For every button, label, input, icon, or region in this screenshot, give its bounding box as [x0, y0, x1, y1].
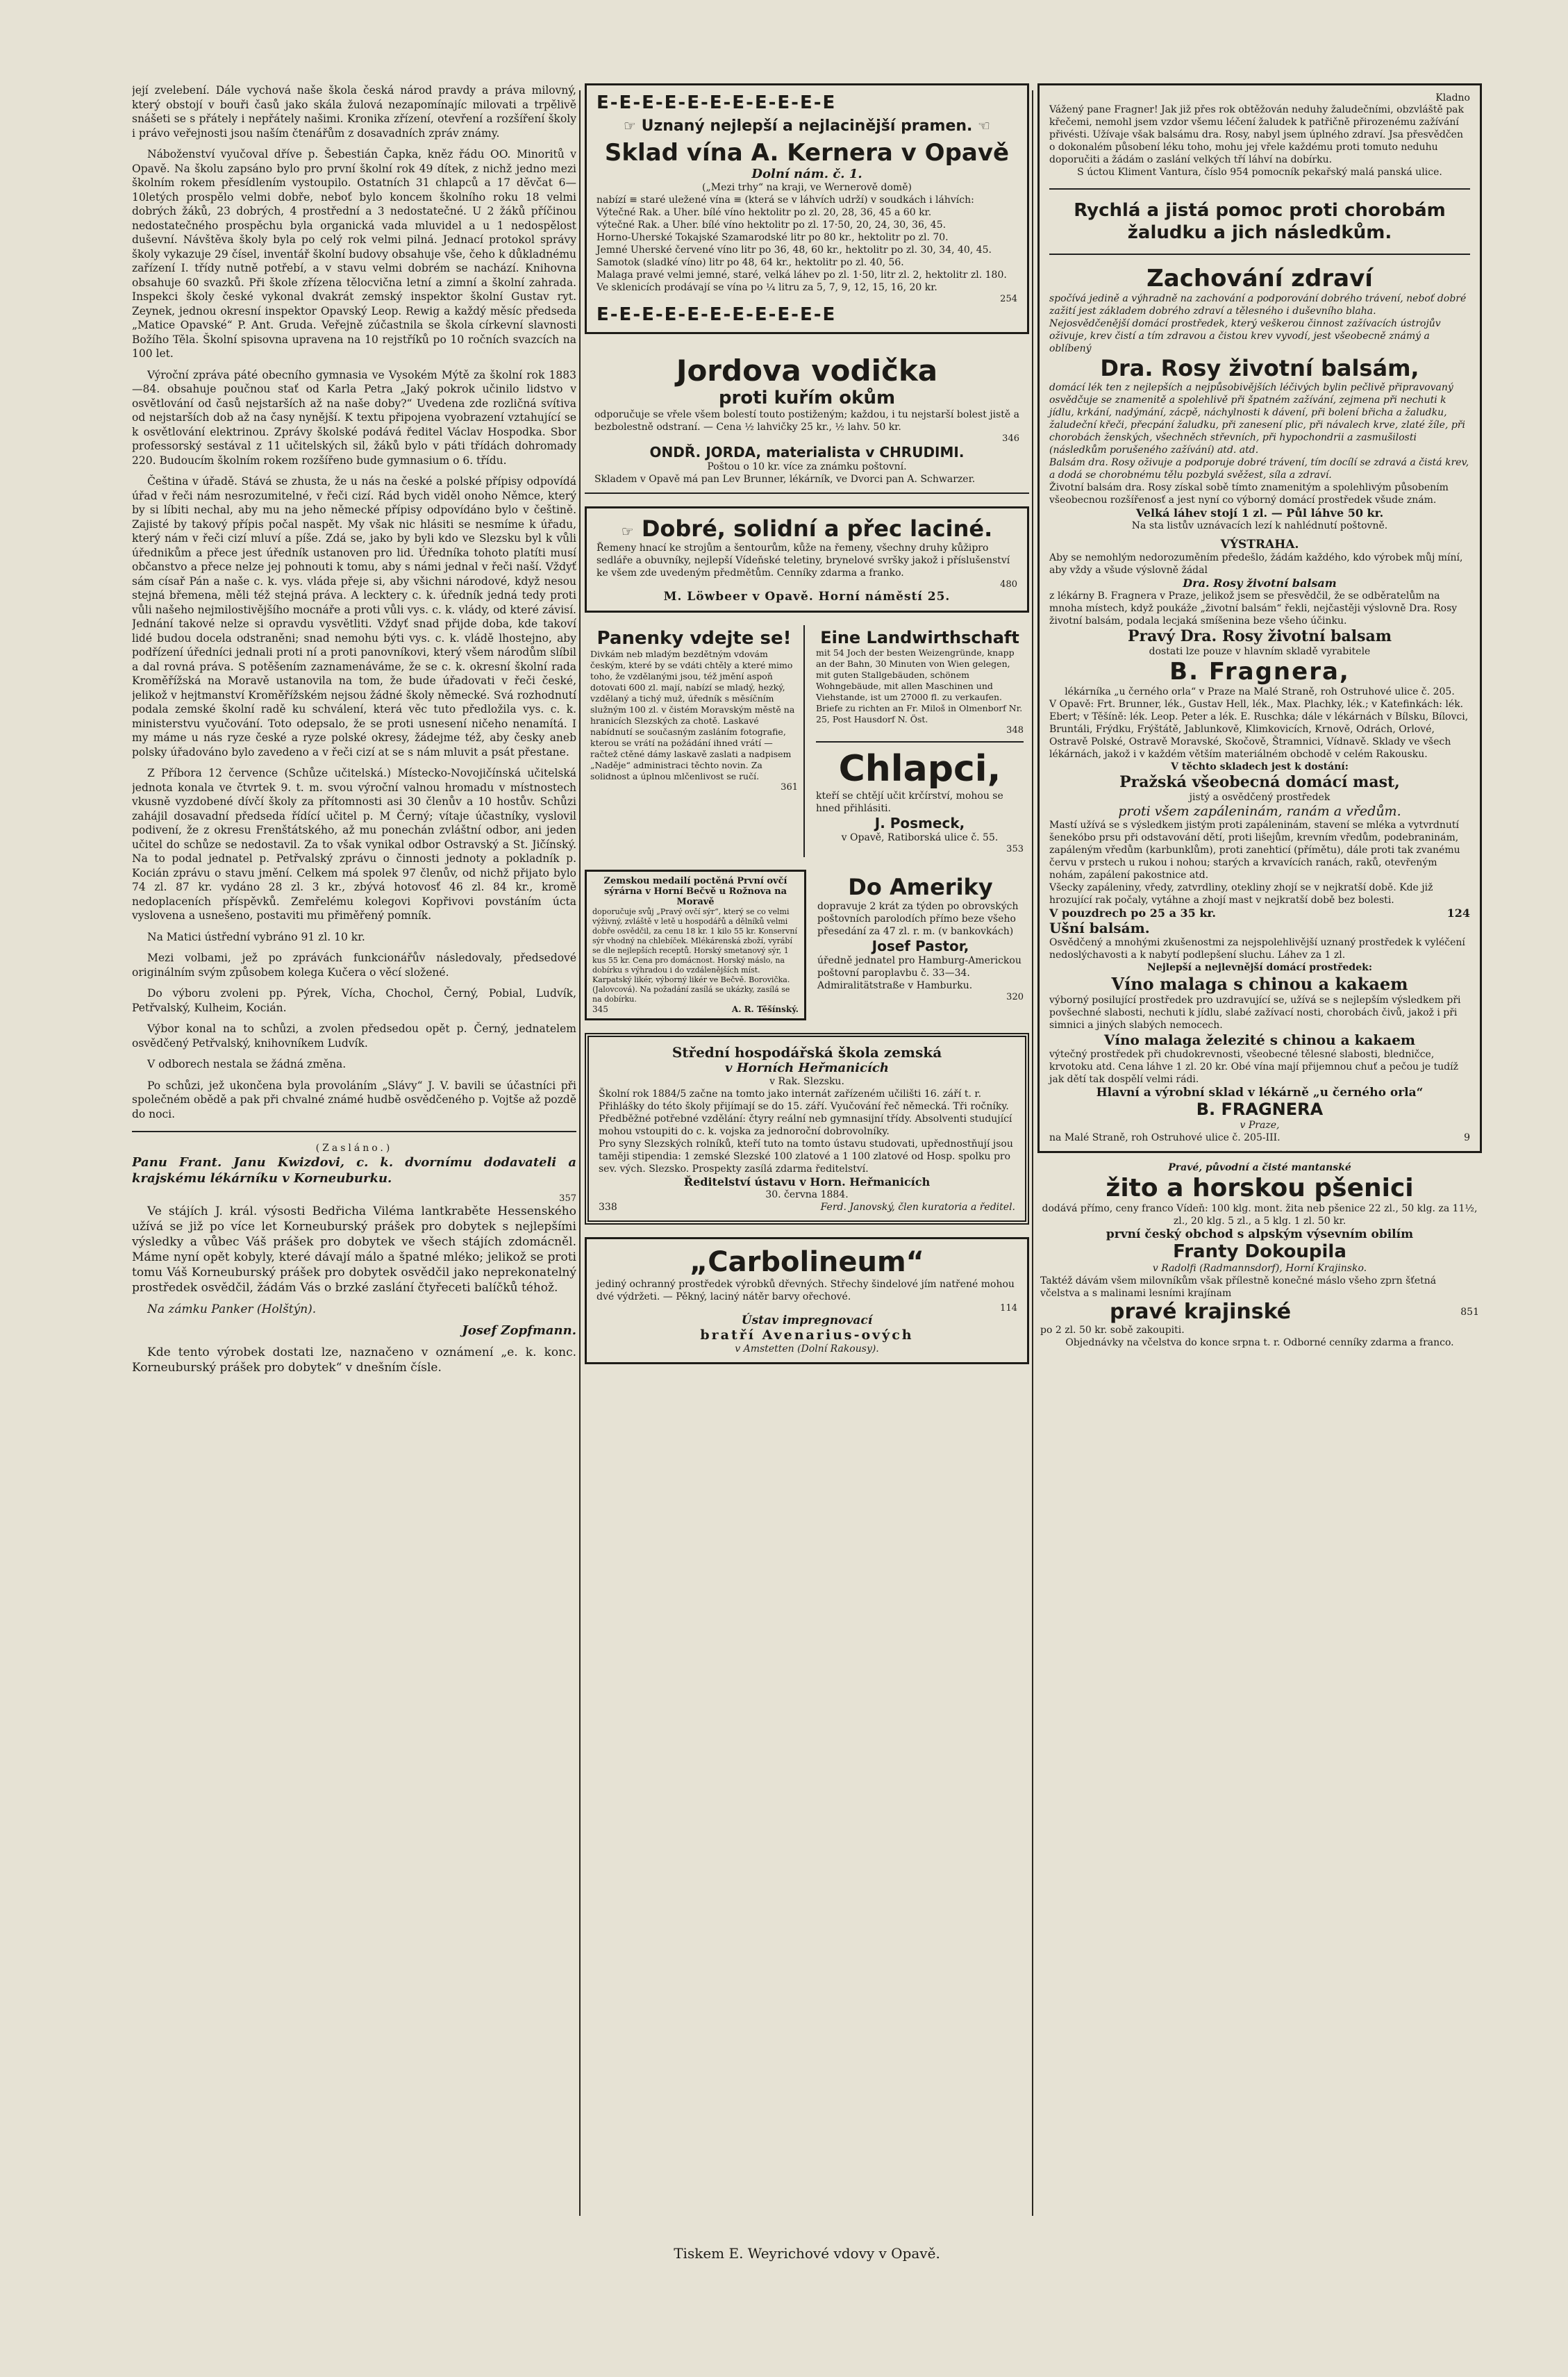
cheese-ad [585, 870, 806, 1020]
product-name: pravé krajinské [1110, 1300, 1292, 1324]
ad-text: Osvědčený a mnohými zkušenostmi za nejspolehlivější uznaný prostředek k vyléčení nedoslýchavosti a k nabytí podlepšení sluchu. Láhev za 1 zl. [1049, 937, 1465, 961]
store: Hlavní a výrobní sklad v lékárně „u černého orla“ [1096, 1086, 1424, 1100]
ad-title: Sklad vína A. Kernera v Opavě [604, 139, 1010, 167]
name: Josef Pastor, [871, 938, 969, 954]
ad-number: 353 [1006, 844, 1024, 854]
wine-item: Horno-Uherské Tokajské Szamarodské litr po 80 kr., hektolitr po zl. 70. [597, 232, 949, 243]
date: 30. června 1884. [765, 1189, 849, 1200]
ad-subtitle: proti kuřím okům [718, 388, 896, 408]
ad-text: jediný ochranný prostředek výrobků dřevných. Střechy šindelové jím natřené mohou dvé výdržeti. — Pěkný, laciný nátěr barvy ořechové. [597, 1279, 1015, 1302]
ad-title: Zemskou medailí poctěná První ovčí sýrárna v Horní Bečvě u Rožnova na Moravě [603, 876, 787, 907]
fragner-ad [1037, 83, 1482, 1153]
wine-item: Ve sklenicích prodávají se vína po ¼ litru za 5, 7, 9, 12, 15, 16, 20 kr. [597, 282, 937, 293]
ad-text: mit 54 Joch der besten Weizengründe, knapp an der Bahn, 30 Minuten von Wien gelegen, mit guten Stallgebäuden, schönem Wohngebäude, mit allen Maschinen und Viehstande, ist um 27000 fl. zu verkaufen. Briefe zu richten an Fr. Miloš in Olmenborf Nr. 25, Post Hausdorf N. Öst. [816, 647, 1023, 724]
price: Velká láhev stojí 1 zl. — Půl láhve 50 kr. [1135, 506, 1384, 520]
wine-item: Jemné Uherské červené víno litr po 36, 48, 60 kr., hektolitr po zl. 30, 34, 40, 45. [597, 245, 992, 256]
testimonial: Vážený pane Fragner! Jak již přes rok obtěžován neduhy žaludečními, obzvláště pak křečemi, nemohl jsem vzdor všemu léčení žaludek k patřičně přirozenému zažívání přivésti. Užívaje však balsámu dra. Rosy, nabyl jsem úplného zdraví. Jsa přesvědčen o dokonalém působení léku toho, mohu jej vřele každému proti tomuto neduhu doporučiti a žádám o zaslání velkých tří láhví na dobírku. [1049, 104, 1464, 165]
ad-text: kteří se chtějí učit krčírství, mohou se hned přihlásiti. [816, 790, 1003, 814]
firm-name: Franty Dokoupila [1173, 1241, 1346, 1262]
ad-row [585, 870, 1029, 1033]
marriage-ad [585, 625, 805, 857]
paragraph: Výbor konal na to schůzi, a zvolen předsedou opět p. Černý, jednatelem osvědčený Petřvalský, knihovníkem Ludvík. [132, 1022, 576, 1050]
ad-text: Všecky zapáleniny, vředy, zatvrdliny, otekliny zhojí se v nejkratší době. Kde již hrozující rak počaly, vytáhne a zhojí mast v nejkratší době bez bolesti. [1049, 882, 1433, 906]
signature: S úctou Kliment Vantura, číslo 954 pomocník pekařský malá panská ulice. [1077, 167, 1442, 178]
ad-text: odporučuje se vřele všem bolestí touto postiženým; každou, i tu nejstarší bolest jistě a bezbolestně odstraní. — Cena ½ lahvičky 25 kr., ½ lahv. 50 kr. [594, 409, 1019, 433]
paragraph: Mezi volbami, jež po zprávách funkcionářův následovaly, předsedové originálním svým způsobem kolega Kučera o věcí složené. [132, 952, 576, 979]
ad-text: Divkám neb mladým bezdětným vdovám českým, které by se vdáti chtěly a které mimo toho, že vzdělanými jsou, též jmění aspoň dotovati 600 zl. mají, nabízí se mladý, hezký, vzdělaný a tichý muž, úředník s měsíčním služným 100 zl. v čistém Moravským městě na hranicích Slezských za chotě. Laskavé nabídnutí se současným zasláním fotografie, kterou se vrátí na požádání ihned vrátí — račtež ctěné dámy laskavě zaslati a nadpisem „Naděje“ administraci těchto novin. Za solidnost a úplnou mlčenlivost se ručí. [590, 649, 795, 781]
pointing-hand-icon: ☜ [978, 117, 990, 134]
ad-text: Aby se nemohlým nedorozuměním předešlo, žádám každého, kdo výrobek můj míní, aby vždy a všude výslovně žádal [1049, 552, 1463, 576]
pointing-hand-icon: ☞ [623, 117, 636, 134]
address: Dolní nám. č. 1. [751, 167, 862, 181]
ad-text: Skladem v Opavě má pan Lev Brunner, lékárník, ve Dvorci pan A. Schwarzer. [594, 474, 976, 485]
maker: bratří Avenarius-ových [700, 1327, 914, 1343]
ad-text: dodává přímo, ceny franco Vídeň: 100 klg. mont. žita neb pšenice 22 zl., 50 klg. za 11½, zl., 20 klg. 5 zl., a 5 klg. 1 zl. 50 kr. [1042, 1203, 1478, 1227]
region: v Rak. Slezsku. [769, 1076, 844, 1087]
offer-text: nabízí ≡ staré uležené vína ≡ (která se v láhvích udrží) v soudkách i láhvích: [597, 194, 974, 206]
decorative-banner: E-E-E-E-E-E-E-E-E-E-E [597, 92, 837, 113]
dokoupil-ad [1037, 1153, 1482, 1357]
wine-item: Samotok (sladké víno) litr po 48, 64 kr., hektolitr po zl. 40, 56. [597, 257, 904, 268]
signature: M. Löwbeer v Opavě. Horní náměstí 25. [663, 590, 951, 604]
decorative-banner: E-E-E-E-E-E-E-E-E-E-E [597, 304, 837, 325]
place: Na zámku Panker (Holštýn). [147, 1302, 317, 1316]
place: Kladno [1435, 92, 1470, 103]
place: v Amstetten (Dolní Rakousy). [735, 1343, 879, 1355]
paragraph: její zvelebení. Dále vychová naše škola česká národ pravdy a práva milovný, který obstojí v bouři časů jako skála žulová nezapomínajíc milovati a trpělivě snášeti se s přátely i nepřátely našimi. Kronika zřízení, otevření a rozšíření školy i právo veřejnosti jsou naším čtenářům z dosavadních zpráv známy. [132, 84, 576, 140]
jorda-ad [585, 347, 1029, 494]
ad-text: Poštou o 10 kr. více za známku poštovní. [707, 461, 907, 472]
paragraph: Z Příbora 12 července (Schůze učitelská.) Místecko-Novojičínská učitelská jednota konala ve čtvrtek 9. t. m. svou výroční valnou hromadu v místnostech vkusně vyzdobené dívčí školy za přítomnosti asi 30 členův a 10 hostův. Schůzi zahájil dosavadní předseda řídící učitel p. M Černý; vítaje účastníky, vyslovil podivení, že z okresu Frenštátského, až mu ponechán zvláštní odbor, ani jeden učitel do schůze se nedostavil. Za to však vynikal odbor Ostravský a St. Jičínský. Na to podal jednatel p. Petřvalský zprávu o činnosti jednoty a pokladník p. Kocián zprávu o stavu jmění. Celkem má spolek 97 členův, od nichž přijato bylo 74 zl. 87 kr. vydáno 28 zl. 3 kr., zbývá hotovosť 46 zl. 84 kr., kromě nedoplaceních příspěvků. Zemřelému kolegovi Kopřivovi povstáním úcta vyslovena a usnešeno, postaviti mu přiměřený pomník. [132, 767, 576, 922]
product-name: Dra. Rosy životní balsám, [1100, 355, 1419, 381]
wine-item: Výtečné Rak. a Uher. bílé víno hektolitr po zl. 20, 28, 36, 45 a 60 kr. [597, 207, 932, 218]
slogan: Uznaný nejlepší a nejlacinější pramen. [641, 117, 973, 135]
paragraph: Na Matici ústřední vybráno 91 zl. 10 kr. [147, 930, 365, 943]
ad-text: Na sta listův uznávacích lezí k nahlédnutí poštovně. [1131, 520, 1388, 531]
source: Ústav impregnovací [741, 1314, 873, 1327]
section-heading: (Zasláno.) [315, 1143, 393, 1154]
ad-text: Pravé, původní a čisté mantanské [1168, 1162, 1351, 1173]
ad-text: Taktéž dávám všem milovníkům však přílestně konečné máslo všeho zprn šťetná včelstva a s malinami lesními krajínam [1040, 1275, 1437, 1299]
product-name: Dra. Rosy životní balsam [1183, 577, 1337, 590]
price: V pouzdrech po 25 a 35 kr. [1049, 906, 1216, 920]
paragraph: Výroční zpráva páté obecního gymnasia ve Vysokém Mýtě za školní rok 1883—84. obsahuje poučnou stať od Karla Petra „Jaký pokrok učinilo lidstvo v osvětlování od časů nejstarších až na naše doby?“ Uvedena zde rozličná svítiva od nejstarších dob až na časy nynější. K textu připojena vyobrazení vztahující se k osvětlování elektrinou. Zprávy školské podává ředitel Václav Hospodka. Sbor professorský sestával z 11 učitelských sil, žáků bylo v páti třídách dohromady 220. Budoucím školním rokem rozšířeno bude gymnasium o 6. třídu. [132, 368, 576, 467]
pointing-hand-icon: ☞ [621, 523, 634, 540]
product-name: Pražská všeobecná domácí mast, [1119, 773, 1400, 791]
ad-text: po 2 zl. 50 kr. sobě zakoupiti. [1040, 1325, 1185, 1336]
america-ad [812, 870, 1029, 1020]
ad-number: 480 [1000, 579, 1017, 590]
ad-number: 9 [1464, 1132, 1470, 1143]
ad-title: Dobré, solidní a přec laciné. [641, 515, 993, 542]
ad-title: Střední hospodářská škola zemská [672, 1044, 942, 1061]
ad-text: první český obchod s alpským výsevním obilím [1106, 1227, 1414, 1241]
ad-text: Nejosvědčenější domácí prostředek, který veškerou činnost zažívacích ústrojův oživuje, krev čistí a tím zdravou a čistou krev vyvodí, jest všeobecně známý a oblíbený [1049, 318, 1441, 354]
paragraph: Náboženství vyučoval dříve p. Šebestián Čapka, kněz řádu OO. Minoritů v Opavě. Na školu zapsáno bylo pro první školní rok 49 dítek, z nichž jedno mezi školním rokem přesídlením vystoupilo. Ostatních 31 chlapců a 17 děvčat 6—10letých prospělo velmi dobře, neboť bylo koncem školního roku 18 velmi dobrých žáků, 23 dobrých, 4 prostřední a 3 nedostatečné. U 2 žáků příčinou nedostatečného prospěchu byla organická vada mluvidel a u 1 nedospělost duševní. Návštěva školy byla po celý rok velmi pilná. Jednací protokol správy školy vykazuje 29 čísel, inventář školní budovy obsahuje vše, čeho k důkladnému zařízení I. třídy nutně potřebí, a v stavu velmi dobrém se nachází. Knihovna obsahuje 60 svazků. Při škole zřízena tělocvična letní a zimní a školní zahrada. Inspekci školy české vykonal dvakrát zemský inspektor školní Gustav ryt. Zeynek, jednou okresní inspektor Opavský Leop. Rewig a každý měsíc předseda „Matice Opavské“ P. Ant. Gruda. Veřejně zúčastnila se škola církevní slavnosti Božího Těla. Školní spisovna upravena na 10 rejstříků po 10 ročních svazcích na 100 let. [132, 148, 576, 360]
ad-text: Pro syny Slezských rolníků, kteří tuto na tomto ústavu studovati, upřednostňují jsou taměji stipendia: 1 zemské Slezské 100 zlatové a 1 100 zlatové od Hosp. spolku pro sev. vých. Slezsko. Prospekty zasílá zdarma ředitelství. [599, 1138, 1013, 1175]
ad-text: Mastí užívá se s výsledkem jistým proti zapáleninám, stavení se mléka a vytvrdnutí šenekóbo prsu při odstavování dětí, proti lišejům, krevním vředům, podebraninám, zapáleným vředům (karbunklům), proti zanehticí (přímětu), dále proti tak zvanému červu v prstech u rukou i nohou; starých a krvavících ranách, raků, otevřeným nohám, zapálení pakostnice atd. [1049, 820, 1460, 881]
ad-number: 124 [1446, 906, 1470, 920]
address: lékárníka „u černého orla“ v Praze na Malé Straně, roh Ostruhové ulice č. 205. [1065, 686, 1455, 697]
ad-title: Do Ameriky [848, 874, 993, 900]
ad-number: 320 [1006, 992, 1024, 1002]
ad-text: z lékárny B. Fragnera v Praze, jelikož jsem se přesvědčil, že se odběratelům na mnoha místech, když poukáže „životní balsám“ řekli, nejčastěji výslovně Dra. Rosy životní balsám, podala lecjaká smíšenina beze všeho účinku. [1049, 590, 1458, 627]
name: J. Posmeck, [874, 815, 965, 831]
dealers: V Opavě: Frt. Brunner, lék., Gustav Hell, lék., Max. Plachky, lék.; v Katefinkách: lék. Ebert; v Těšíně: lék. Leop. Peter a lék. E. Ruschka; dále v lékárnách v Bílsku, Bílovci, Bruntáli, Frýdku, Frýštátě, Jablunkově, Klimkovicích, Krnově, Odrách, Orlové, Ostravě Polské, Ostravě Moravské, Skočově, Štramnici, Vídnavě. Sklady ve všech lékárnách, jakož i v každém větším materiálném obchodě v celém Rakousku. [1049, 699, 1469, 760]
letter-address: Panu Frant. Janu Kwizdovi, c. k. dvornímu dodavateli a krajskému lékárníku v Korneuburku. [132, 1155, 576, 1186]
ad-text: Řemeny hnací ke strojům a šentourům, kůže na řemeny, všechny druhy kůžipro sedláře a obuvníky, nejlepší Vídeňské teletiny, brynelové svršky jakož i příslušenství ke všem zde uvedeným předmětům. Cenníky zdarma a franko. [597, 543, 1010, 579]
ad-title: Eine Landwirthschaft [820, 628, 1019, 647]
printer-imprint: Tiskem E. Weyrichové vdovy v Opavě. [674, 2245, 940, 2262]
medicine-ads-column [1037, 83, 1482, 2223]
firm-name: B. Fragnera, [1169, 658, 1350, 686]
firm-name: B. FRAGNERA [1196, 1100, 1324, 1119]
ad-number: 254 [1000, 294, 1017, 304]
ad-title: žito a horskou pšenici [1106, 1174, 1414, 1202]
ad-text: výborný posilující prostředek pro uzdravující se, užívá se s nejlepším výsledkem při povšechné slabosti, nechuti k jídlu, slabé zažívací nosti, chorobách čivů, jakož i při simnici a jiných slabých nemocech. [1049, 995, 1461, 1031]
paragraph: V odborech nestala se žádná změna. [147, 1058, 347, 1070]
column-rule [1032, 90, 1033, 2216]
wine-item: výtečné Rak. a Uher. bílé víno hektolitr po zl. 17·50, 20, 24, 30, 36, 45. [597, 220, 946, 231]
ad-title: Chlapci, [838, 748, 1001, 790]
ad-text: spočívá jedině a výhradně na zachování a podporování dobrého trávení, neboť dobré zažití jest základem dobrého zdraví a tělesného i duševního blaha. [1049, 293, 1467, 317]
ad-title: Panenky vdejte se! [597, 628, 792, 649]
ad-row [585, 625, 1029, 870]
column-rule [579, 90, 581, 2216]
ad-text: úředně jednatel pro Hamburg-Americkou poštovní paroplavbu č. 33—34. Admiralitätstraße v Hamburku. [817, 955, 1021, 991]
ad-number: 348 [1006, 725, 1024, 736]
ad-text: domácí lék ten z nejlepších a nejpůsobivějších léčivých bylin pečlivě připravovaný osvědčuje se znamenitě a spolehlivě při špatném zažívání, zejmena při nechuti k jídlu, krkání, nadýmání, zácpě, náchylnosti k dávení, při bolení břicha a žaludku, žaludeční křeči, přecpání žaludku, při zanesení plic, při návalech krve, zlaté žíle, při chorobách ženských, všechněch střevních, při hypochondrii a zasmušilosti (následkům porušeného zažívání) atd. atd. [1049, 382, 1465, 456]
ad-number: 114 [1000, 1303, 1017, 1314]
ad-number: 851 [1460, 1306, 1479, 1318]
paragraph: Ve stájích J. král. výsosti Bedřicha Viléma lantkraběte Hessenského užívá se již po více let Korneuburský prášek pro dobytek s nejlepšími výsledky a vůbec Váš prášek pro dobytek ve všech stájích zdomácněl. Máme nyní opět kobyly, které dávají málo a špatné mléko; jelikož se proti tomu Váš Korneuburský prášek pro dobytek osvědčil jako neprekonatelný prostředek osvědčil, žádám Vás o brzké zaslání čtyřeceti balíčků téhož. [132, 1204, 576, 1295]
headline: Rychlá a jistá pomoc proti chorobám žaludku a jich následkům. [1074, 200, 1446, 243]
carbolineum-ad [585, 1237, 1029, 1364]
place: v Horních Heřmanicích [725, 1061, 889, 1075]
farm-sale-ad [810, 625, 1029, 857]
ad-text: dostati lze pouze v hlavním skladě vyrabitele [1149, 646, 1371, 657]
ad-title: Jordova vodička [676, 354, 938, 388]
ad-text: V těchto skladech jest k dostání: [1171, 761, 1349, 772]
product-name: Ušní balsám. [1049, 920, 1150, 936]
ad-number: 361 [781, 782, 798, 793]
address: v Praze, [1240, 1120, 1280, 1131]
paragraph: Kde tento výrobek dostati lze, naznačeno v oznámení „e. k. konc. Korneuburský prášek pro dobytek“ v dnešním čísle. [132, 1345, 576, 1375]
ad-text: jistý a osvědčený prostředek [1189, 792, 1331, 803]
wine-item: Malaga pravé velmi jemné, staré, velká láhev po zl. 1·50, litr zl. 2, hektolitr zl. 180. [597, 270, 1007, 281]
ad-number: 345 [592, 1004, 608, 1014]
maker: ONDŘ. JORDA, materialista v CHRUDIMI. [649, 444, 965, 461]
product-name: Pravý Dra. Rosy životní balsam [1127, 627, 1392, 645]
ad-text: doporučuje svůj „Pravý ovčí sýr“, který se co velmi výživný, zvláště v letě u hospodářů a dělníků velmi dobře osvědčil, za cenu 18 kr. 1 kilo 55 kr. Konservní sýr vhodný na chlebíček. Mlékárenská zboží, vyrábí se dle nejlepších receptů. Horský smetanový sýr, 1 kus 55 kr. Cena pro domácnost. Horský máslo, na dobírku s výhradou i do vzdálenějších míst. Karpatský likér, výborný likér ve Bečvě. Borovička. (Jalovcová). Na požadání zasílá se ukázky, zasílá se na dobírku. [592, 907, 797, 1004]
warning-heading: VÝSTRAHA. [1220, 538, 1299, 552]
ad-number: 346 [1002, 433, 1019, 444]
address: v Radolfi (Radmannsdorf), Horní Krajinsko. [1152, 1263, 1367, 1274]
divider [132, 1131, 576, 1132]
ad-number: 357 [559, 1193, 576, 1204]
ad-text: Životní balsám dra. Rosy získal sobě tímto znamenitým a spolehlivým působením všeobecnou rozšířenosť a jest nyní co výborný domácí prostředek všude znám. [1049, 482, 1449, 506]
signature: A. R. Těšínský. [731, 1004, 799, 1014]
ad-title: „Carbolineum“ [690, 1246, 924, 1278]
paragraph: Do výboru zvoleni pp. Pýrek, Vícha, Chochol, Černý, Pobial, Ludvík, Petřvalský, Kulheim, Kocián. [132, 987, 576, 1014]
ad-text: Nejlepší a nejlevnější domácí prostředek: [1147, 962, 1372, 973]
product-name: Víno malaga s chinou a kakaem [1111, 974, 1408, 994]
ad-text: Školní rok 1884/5 začne na tomto jako internát zařízeném učilišti 16. září t. r. Přihlášky do této školy přijímají se do 15. září. Vyučování řeč německá. Tři ročníky. Předběžné potřebné vzdělání: čtyry reální neb gymnasijní třídy. Absolventi studující mohou vstoupiti do c. k. vojska za jednoroční dobrovolníky. [599, 1088, 1012, 1137]
ads-column [585, 83, 1029, 2223]
ad-text: dopravuje 2 krát za týden po obrovských poštovních parolodích přímo beze všeho přesedání za 47 zl. r. m. (v bankovkách) [817, 901, 1019, 937]
product-name: Víno malaga železité s chinou a kakaem [1103, 1032, 1416, 1048]
headline: Zachování zdraví [1146, 265, 1373, 292]
ad-text: výtečný prostředek při chudokrevnosti, všeobecné tělesné slabosti, bledničce, krvotoku atd. Cena láhve 1 zl. 20 kr. Obé vína mají přijemnou chuť a pečou je tudíž jak dětí tak dospělí velmi rádi. [1049, 1049, 1459, 1085]
address-note: („Mezi trhy“ na kraji, ve Wernerově domě) [702, 182, 912, 193]
ad-text: proti všem zapáleninám, ranám a vředům. [1118, 804, 1401, 819]
paragraph: Čeština v úřadě. Stává se zhusta, že u nás na české a polské přípisy odpovídá úřad v řeči nám nesrozumitelné, v řeči cizí. Rád bych viděl onoho Němce, který by si líbiti nechal, aby mu na jeho německé přípisy odpovídáno bylo v češtině. Zajisté by takový přípis počal naspět. My však nic hlásiti se nesmíme k úřadu, který nám v řeči cizí mluví a píše. Zdá se, jako by byli kdo ve Slezsku byl k vůli úřednikům a přece jest úředník ustanoven pro lid. Úředníka tohoto platíti musí občanstvo a přece nelze jej pohnouti k tomu, aby s námi jednal v řeči naší. Vždyť sám císař Pán a naše c. k. vys. vláda přeje si, aby všichni národové, když nesou stejná břemena, měli též stejná práva. A lecktery c. k. úředník jedná tedy proti vůli našeho nejmilostivějšího mocnáře a proti vůli vys. c. k. vlády, od které závisí. Jednání takové nelze si opravdu vysvětliti. Vždyť snad přijde doba, kde takoví lidé budou docela odstraněni; snad nemohu býti vys. c. k. vládě lhostejno, aby podřízení úředníci jednali proti ní a proti panovníkovi, který všem národům slíbil a dal rovná práva. S potěšením zaznamenáváme, že se c. k. okresní školní rada Kroměřížská na Moravě ustanovila na tom, že bude úřadovati v řeči české, jelikož v hejtmanství Kroměřížském nejsou žádné školy německé. Svá rozhodnutí podala zemské školní radě ku schválení, která věc tuto předložila vys. c. k. ministerstvu vyučování. Toto odepsalo, že se proti usnesení ničeho nenamítá. I my máme u nás ryze české a ryze polské okresy, žádejme též, aby česky aneb polsky úřadováno bylo zavedeno a v řeči cizí at se s nám mluvit a psát přestane. [132, 475, 576, 759]
ad-text: Balsám dra. Rosy oživuje a podporuje dobré trávení, tím docílí se zdravá a čistá krev, a dodá se chorobnému tělu pozbylá svěžest, síla a zdraví. [1049, 457, 1469, 481]
address: v Opavě, Ratiborská ulice č. 55. [841, 832, 999, 843]
paragraph: Po schůzi, jež ukončena byla provoláním „Slávy“ J. V. bavili se účastníci při společném obědě a pak při chvalné známé hudbě osvědčeného p. Vojtše až pozdě do noci. [132, 1079, 576, 1120]
ad-number: 338 [599, 1202, 617, 1213]
ad-text: Objednávky na včelstva do konce srpna t. r. Odborné cenníky zdarma a franco. [1065, 1337, 1454, 1348]
curator: Ferd. Janovský, člen kuratoria a ředitel. [820, 1202, 1015, 1213]
kerner-wine-ad [585, 83, 1029, 334]
address: na Malé Straně, roh Ostruhové ulice č. 205-III. [1049, 1132, 1281, 1143]
loewbeer-ad [585, 506, 1029, 613]
signature: Ředitelství ústavu v Horn. Heřmanicích [683, 1175, 931, 1188]
news-column [132, 83, 576, 2223]
signature: Josef Zopfmann. [462, 1323, 576, 1338]
agri-school-ad [585, 1033, 1029, 1225]
